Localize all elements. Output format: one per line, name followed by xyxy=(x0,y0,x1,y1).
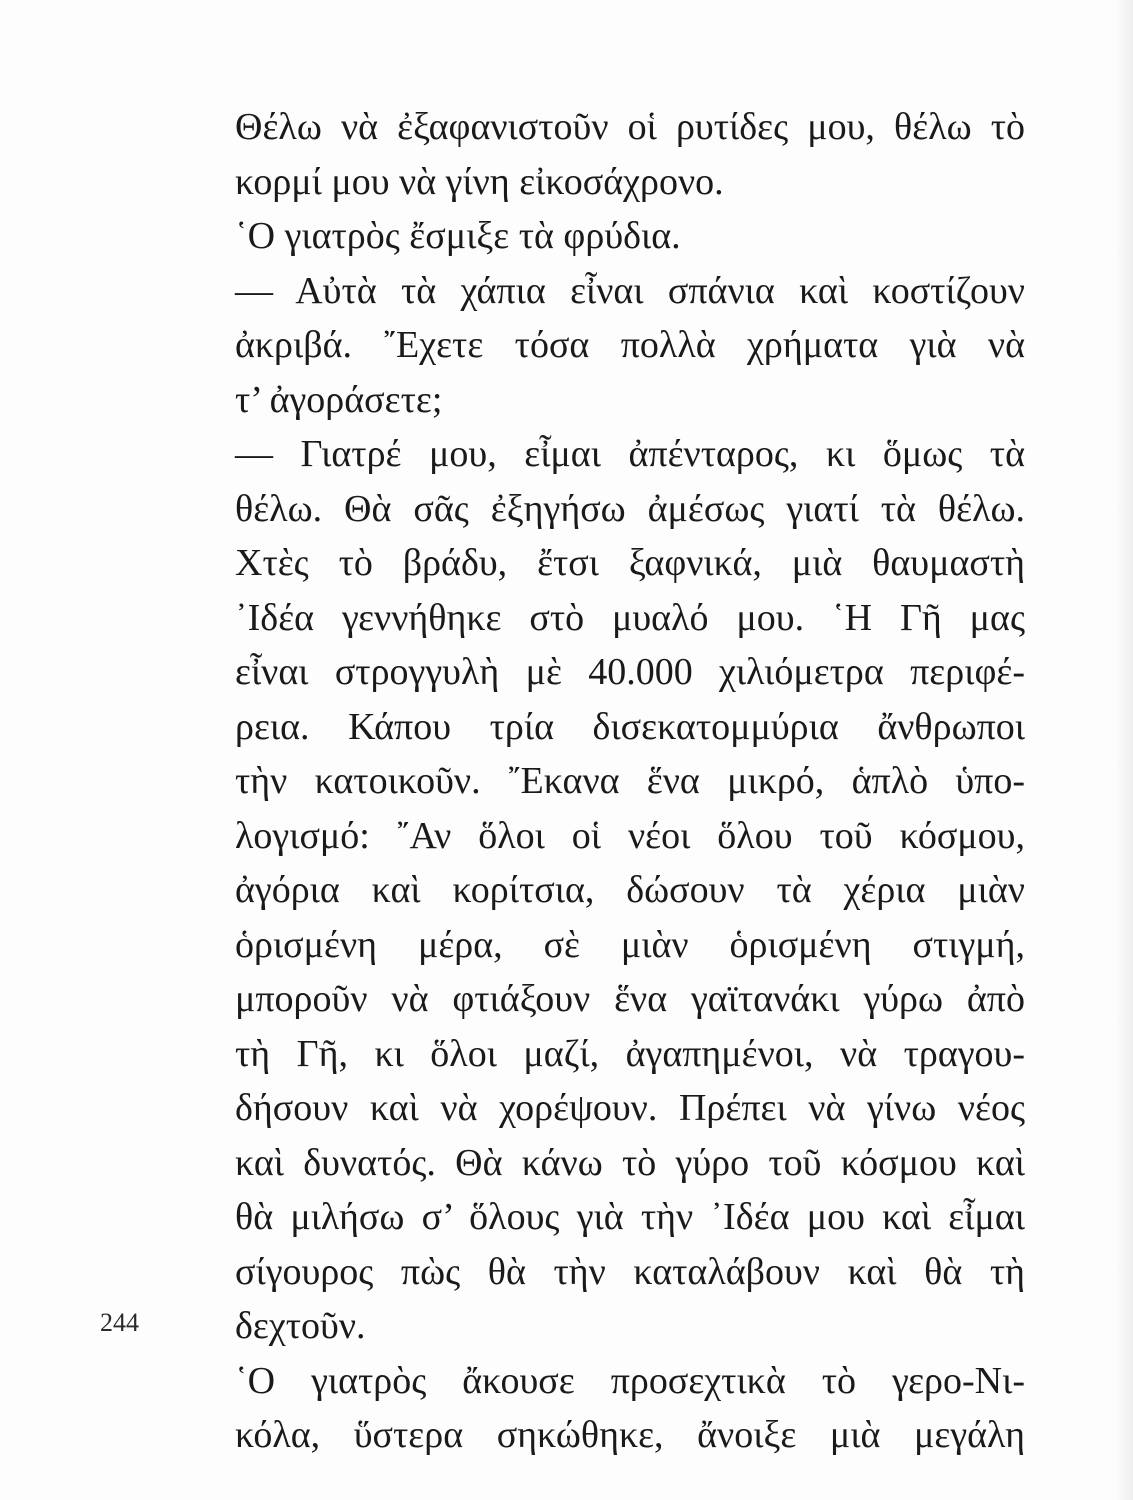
body-text xyxy=(235,100,1025,1463)
text-line: εἶναι στρογγυλὴ μὲ 40.000 χιλιόμετρα περιφέ- xyxy=(235,651,1025,693)
text-line: — Γιατρέ μου, εἶμαι ἀπένταρος, κι ὅμως τὰ xyxy=(235,433,1025,475)
page-number: 244 xyxy=(100,1308,139,1337)
text-line: δεχτοῦν. xyxy=(235,1305,366,1347)
text-line: καὶ δυνατός. Θὰ κάνω τὸ γύρο τοῦ κόσμου καὶ xyxy=(235,1141,1025,1184)
text-line: ῾Ο γιατρὸς ἄκουσε προσεχτικὰ τὸ γερο-Νι- xyxy=(235,1359,1025,1402)
text-line: κορμί μου νὰ γίνη εἰκοσάχρονο. xyxy=(235,160,724,203)
text-line: ὁρισμένη μέρα, σὲ μιὰν ὁρισμένη στιγμή, xyxy=(235,923,1025,966)
text-line: κόλα, ὕστερα σηκώθηκε, ἄνοιξε μιὰ μεγάλη xyxy=(235,1414,1025,1456)
text-line: ἀκριβά. ῎Εχετε τόσα πολλὰ χρήματα γιὰ νὰ xyxy=(235,324,1025,366)
text-line: τ’ ἀγοράσετε; xyxy=(235,378,443,421)
text-line: θέλω. Θὰ σᾶς ἐξηγήσω ἀμέσως γιατί τὰ θέλω. xyxy=(235,487,1025,530)
page-edge-shadow xyxy=(1115,0,1133,1500)
text-line: ῾Ο γιατρὸς ἔσμιξε τὰ φρύδια. xyxy=(235,215,681,257)
text-line: — Αὐτὰ τὰ χάπια εἶναι σπάνια καὶ κοστίζουν xyxy=(235,269,1025,312)
text-line: σίγουρος πὼς θὰ τὴν καταλάβουν καὶ θὰ τὴ xyxy=(235,1250,1025,1293)
text-line: τὴ Γῆ, κι ὅλοι μαζί, ἀγαπημένοι, νὰ τραγου- xyxy=(235,1032,1025,1075)
text-line: λογισμό: ῎Αν ὅλοι οἱ νέοι ὅλου τοῦ κόσμου, xyxy=(235,814,1025,857)
text-line: Χτὲς τὸ βράδυ, ἔτσι ξαφνικά, μιὰ θαυμαστὴ xyxy=(235,542,1025,584)
text-line: ἀγόρια καὶ κορίτσια, δώσουν τὰ χέρια μιὰν xyxy=(235,869,1025,911)
text-line: ᾿Ιδέα γεννήθηκε στὸ μυαλό μου. ῾Η Γῆ μας xyxy=(235,596,1025,639)
text-line: δήσουν καὶ νὰ χορέψουν. Πρέπει νὰ γίνω νέος xyxy=(235,1087,1025,1129)
text-line: μποροῦν νὰ φτιάξουν ἕνα γαϊτανάκι γύρω ἀπὸ xyxy=(235,978,1025,1020)
text-line: Θέλω νὰ ἐξαφανιστοῦν οἱ ρυτίδες μου, θέλω τὸ xyxy=(235,106,1025,148)
text-line: τὴν κατοικοῦν. ῎Εκανα ἕνα μικρό, ἁπλὸ ὑπο- xyxy=(235,760,1025,802)
text-line: θὰ μιλήσω σ’ ὅλους γιὰ τὴν ᾿Ιδέα μου καὶ εἶμαι xyxy=(235,1196,1025,1238)
text-line: ρεια. Κάπου τρία δισεκατομμύρια ἄνθρωποι xyxy=(235,705,1025,748)
